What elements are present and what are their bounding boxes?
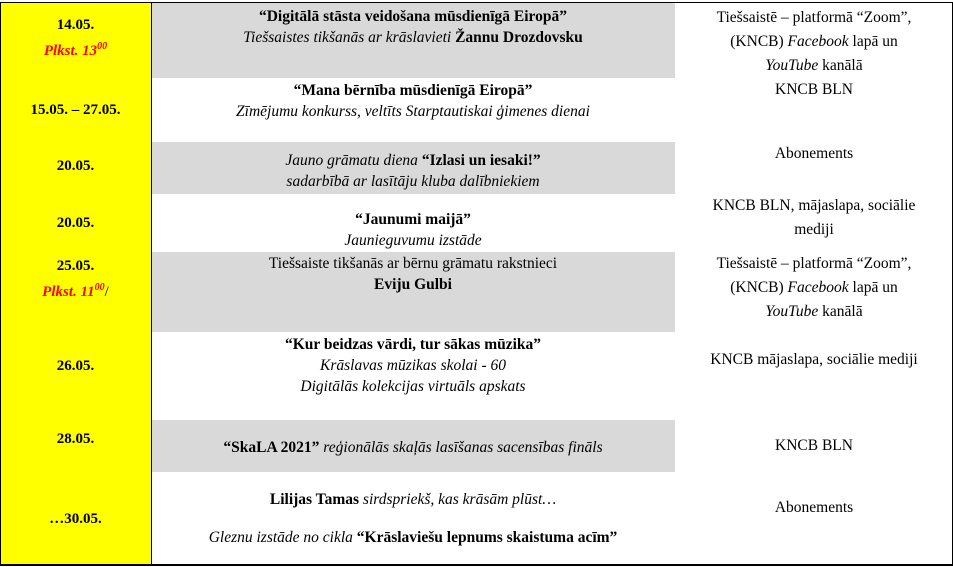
date-cell (0, 420, 151, 472)
event-title: “Jaunumi maijā” (355, 211, 471, 228)
date-cell (0, 78, 151, 142)
date-text: 14.05. (56, 17, 95, 33)
date-text: …30.05. (49, 511, 102, 527)
place-cell (675, 78, 953, 142)
place-line: (KNCB) Facebook lapā un (730, 279, 898, 296)
event-subtitle: Zīmējumu konkurss, veltīts Starptautiskai ģimenes dienai (236, 103, 590, 120)
date-text: 20.05. (56, 158, 95, 174)
place-line: Abonements (774, 145, 854, 162)
event-cell (151, 332, 675, 420)
table-row (0, 332, 953, 420)
event-subtitle: Krāslavas mūzikas skolai - 60 (320, 357, 506, 374)
date-text: 20.05. (56, 215, 95, 231)
date-text: 25.05. (56, 258, 95, 274)
event-cell (151, 420, 675, 472)
date-cell (0, 142, 151, 194)
place-line: Tiešsaistē – platformā “Zoom”, (716, 9, 912, 26)
border-bottom (0, 564, 953, 566)
event-title: “Digitālā stāsta veidošana mūsdienīgā Eiropā” (258, 8, 568, 25)
place-line: Tiešsaistē – platformā “Zoom”, (716, 255, 912, 272)
event-cell (151, 3, 675, 78)
event-subtitle: Jaunieguvumu izstāde (344, 232, 482, 249)
table-row (0, 252, 953, 332)
spacer (151, 510, 675, 527)
table-row (0, 420, 953, 472)
table-row (0, 3, 953, 78)
place-line: YouTube kanālā (765, 303, 863, 320)
table-row (0, 194, 953, 252)
place-line: KNCB BLN (775, 437, 853, 454)
table-row (0, 78, 953, 142)
place-line: KNCB BLN, mājaslapa, sociālie (712, 197, 916, 214)
time-text: Plkst. $13^{00}$ (43, 41, 108, 59)
place-cell (675, 194, 953, 252)
date-cell (0, 194, 151, 252)
event-cell (151, 142, 675, 194)
event-title: Jauno grāmatu diena “Izlasi un iesaki!” (285, 152, 541, 169)
place-cell (675, 252, 953, 332)
event-cell (151, 472, 675, 564)
place-cell (675, 420, 953, 472)
place-line: Abonements (774, 499, 854, 516)
place-line: YouTube kanālā (765, 57, 863, 74)
date-text: 26.05. (56, 358, 95, 374)
date-cell (0, 332, 151, 420)
column-divider (151, 2, 152, 566)
event-subtitle: Gleznu izstāde no cikla “Krāslaviešu lepnums skaistuma acīm” (208, 529, 618, 546)
date-cell (0, 472, 151, 564)
event-cell (151, 194, 675, 252)
place-line: KNCB mājaslapa, sociālie mediji (710, 351, 918, 368)
event-subtitle: Digitālās kolekcijas virtuāls apskats (300, 378, 526, 395)
event-cell (151, 78, 675, 142)
date-cell (0, 252, 151, 332)
table-row (0, 142, 953, 194)
event-title: “SkaLA 2021” reģionālās skaļās lasīšanas sacensības fināls (223, 439, 603, 456)
table-row (0, 472, 953, 564)
place-cell (675, 472, 953, 564)
event-cell (151, 252, 675, 332)
place-line: mediji (794, 221, 834, 238)
date-text: 28.05. (56, 431, 95, 447)
event-subtitle: Tiešsaistes tikšanās ar krāslavieti Žannu Drozdovsku (243, 29, 583, 46)
place-cell (675, 332, 953, 420)
date-cell (0, 3, 151, 78)
event-title: Lilijas Tamas sirdspriekš, kas krāsām plūst… (269, 491, 557, 508)
place-line: KNCB BLN (775, 81, 853, 98)
border-left (0, 2, 1, 566)
place-line: (KNCB) Facebook lapā un (730, 33, 898, 50)
border-top (0, 2, 953, 3)
event-subtitle: Eviju Gulbi (374, 276, 452, 293)
time-text: Plkst. $11^{00}/$ (42, 282, 109, 300)
event-title: “Kur beidzas vārdi, tur sākas mūzika” (284, 336, 542, 353)
date-text: 15.05. – 27.05. (30, 102, 121, 118)
event-title: “Mana bērnība mūsdienīgā Eiropā” (293, 82, 533, 99)
event-title: Tiešsaiste tikšanās ar bērnu grāmatu rakstnieci (268, 255, 558, 272)
place-cell (675, 142, 953, 194)
event-subtitle: sadarbībā ar lasītāju kluba dalībniekiem (286, 173, 540, 190)
place-cell (675, 3, 953, 78)
